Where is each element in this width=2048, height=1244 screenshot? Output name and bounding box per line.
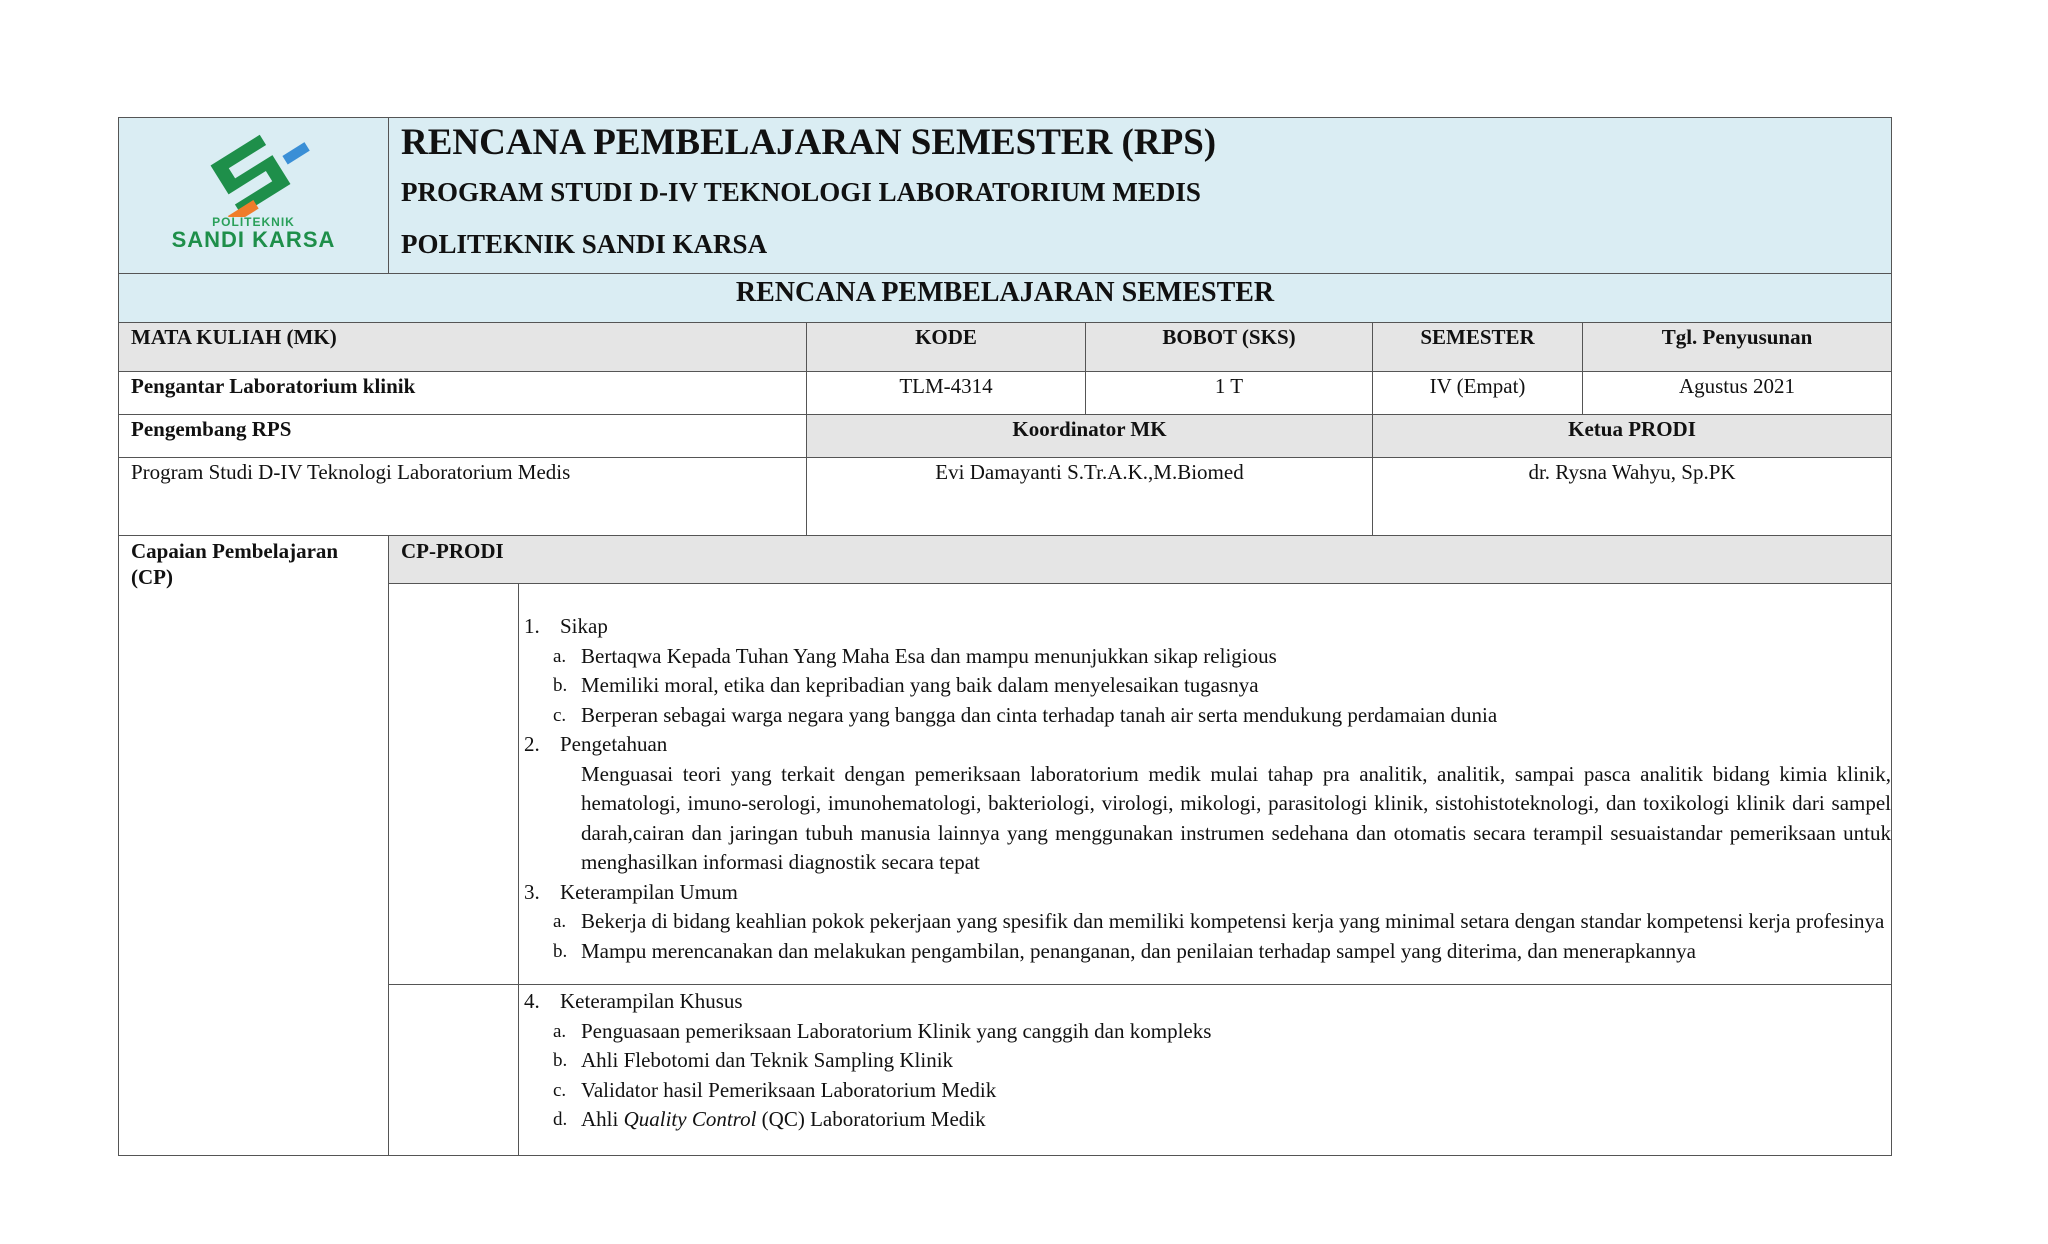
list-item: c. Berperan sebagai warga negara yang bangga dan cinta terhadap tanah air serta mendukung perdamaian dunia [553, 702, 1498, 727]
list-item: d. Ahli Quality Control (QC) Laboratorium Medik [553, 1107, 986, 1131]
list-item: a. Bekerja di bidang keahlian pokok pekerjaan yang spesifik dan memiliki kompetensi kerja yang minimal setara dengan standar kompetensi kerja profesinya [553, 909, 1885, 933]
rps-document [118, 117, 1891, 1156]
header-kode: KODE [807, 323, 1086, 372]
cp-label: Capaian Pembelajaran (CP) [119, 536, 389, 1156]
header-mata-kuliah: MATA KULIAH (MK) [119, 323, 807, 372]
developer-label: Pengembang RPS [119, 415, 807, 458]
list-item: a. Bertaqwa Kepada Tuhan Yang Maha Esa dan mampu menunjukkan sikap religious [553, 643, 1277, 668]
list-item: c. Validator hasil Pemeriksaan Laboratorium Medik [553, 1077, 997, 1102]
course-semester: IV (Empat) [1373, 372, 1583, 415]
course-code: TLM-4314 [807, 372, 1086, 415]
section-pengetahuan: 2. Pengetahuan [524, 732, 668, 756]
list-item: b. Memiliki moral, etika dan kepribadian yang baik dalam menyelesaikan tugasnya [553, 673, 1259, 697]
institution-name: POLITEKNIK SANDI KARSA [401, 229, 768, 259]
logo-small-text: POLITEKNIK [212, 214, 295, 229]
course-date: Agustus 2021 [1583, 372, 1892, 415]
logo-cell [119, 118, 389, 274]
developer-value: Program Studi D-IV Teknologi Laboratorium Medis [119, 458, 807, 536]
cp-spacer-cell [389, 584, 519, 985]
section-keterampilan-khusus: 4. Keterampilan Khusus [524, 989, 743, 1013]
document-title: RENCANA PEMBELAJARAN SEMESTER (RPS) [401, 122, 1217, 163]
cp-content-main [519, 584, 1892, 985]
list-item: b. Ahli Flebotomi dan Teknik Sampling Klinik [553, 1048, 954, 1072]
head-label: Ketua PRODI [1373, 415, 1892, 458]
cp-content-khusus [519, 985, 1892, 1156]
course-name: Pengantar Laboratorium klinik [119, 372, 807, 415]
list-item: b. Mampu merencanakan dan melakukan pengambilan, penanganan, dan penilaian terhadap sampel yang diterima, dan menerapkannya [553, 938, 1696, 963]
header-tgl-penyusunan: Tgl. Penyusunan [1583, 323, 1892, 372]
coordinator-value: Evi Damayanti S.Tr.A.K.,M.Biomed [807, 458, 1373, 536]
logo-mark-icon [179, 121, 329, 217]
rps-table [118, 117, 1892, 1156]
list-item: a. Penguasaan pemeriksaan Laboratorium Klinik yang canggih dan kompleks [553, 1018, 1212, 1043]
logo-big-text: SANDI KARSA [171, 226, 336, 252]
section-sikap: 1. Sikap [524, 614, 608, 638]
cp-prodi-header: CP-PRODI [389, 536, 1892, 584]
institution-logo [149, 121, 359, 271]
title-cell [389, 118, 1892, 274]
section-heading: RENCANA PEMBELAJARAN SEMESTER [119, 274, 1892, 323]
section-keterampilan-umum: 3. Keterampilan Umum [524, 879, 738, 904]
coordinator-label: Koordinator MK [807, 415, 1373, 458]
pengetahuan-paragraph: Menguasai teori yang terkait dengan pemeriksaan laboratorium medik mulai tahap pra analitik, analitik, sampai pasca analitik bidang kimia klinik, hematologi, imuno-serologi, imunohematologi, bakteriologi, virologi, mikologi, parasitologi klinik, sistohistoteknologi, dan toxikologi klinik dari sampel darah,cairan dan jaringan tubuh manusia lainnya yang menggunakan instrumen sedehana dan otomatis secara terampil sesuaistandar pemeriksaan untuk menghasilkan informasi diagnostik secara tepat [581, 761, 1892, 874]
course-credits: 1 T [1086, 372, 1373, 415]
program-name: PROGRAM STUDI D-IV TEKNOLOGI LABORATORIUM MEDIS [401, 177, 1201, 207]
header-semester: SEMESTER [1373, 323, 1583, 372]
header-bobot: BOBOT (SKS) [1086, 323, 1373, 372]
cp-spacer-cell [389, 985, 519, 1156]
head-value: dr. Rysna Wahyu, Sp.PK [1373, 458, 1892, 536]
